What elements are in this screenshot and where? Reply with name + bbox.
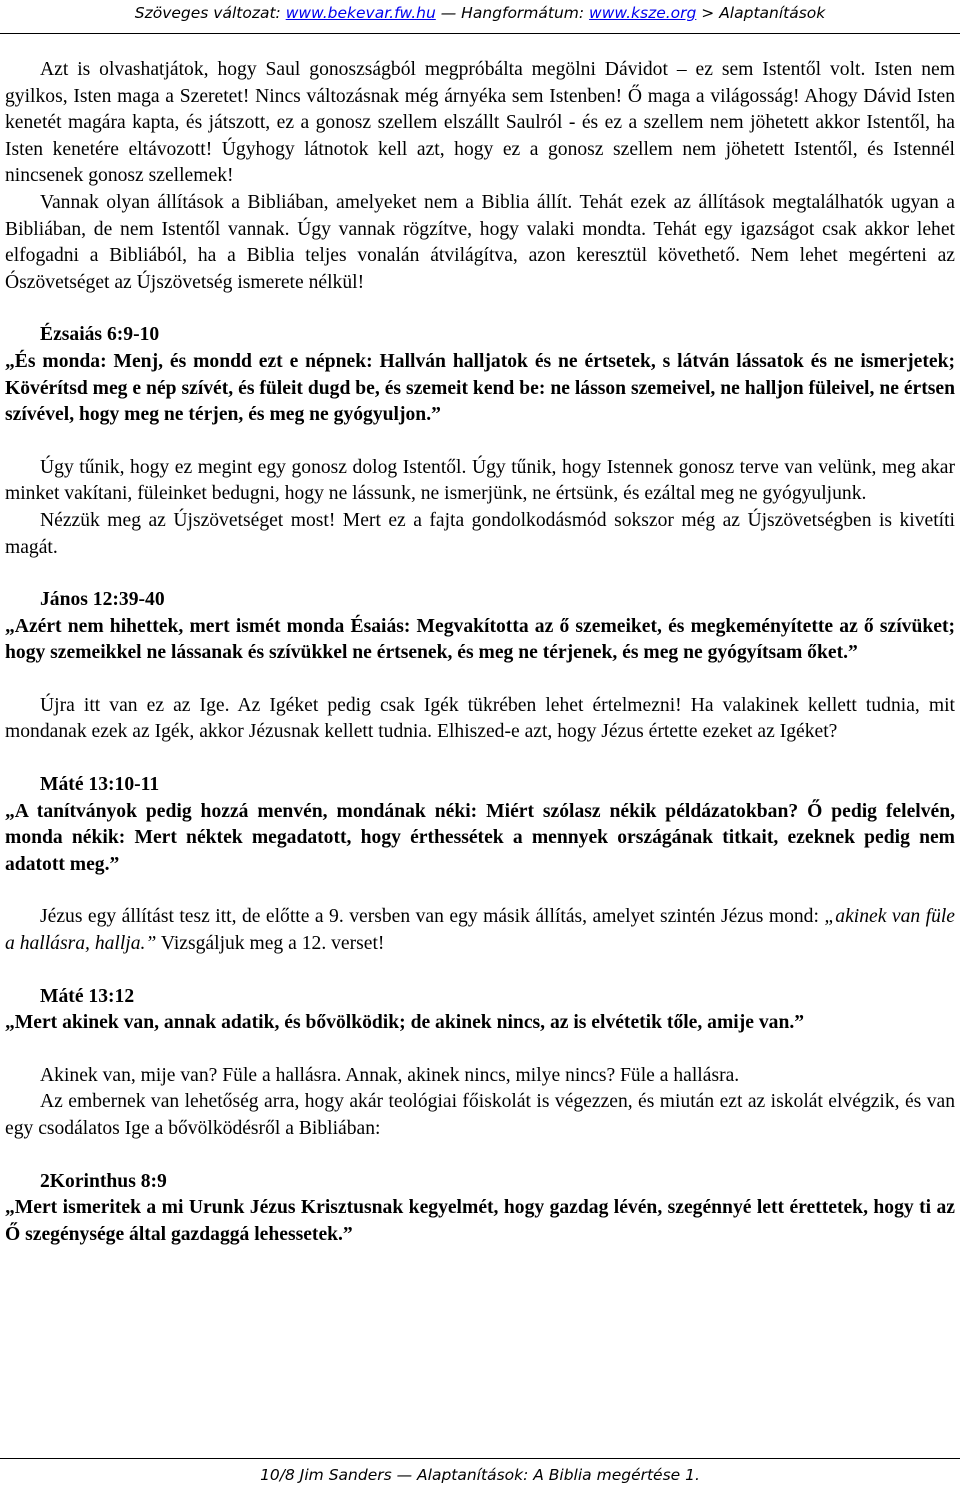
paragraph-theology: Az embernek van lehetőség arra, hogy akár teológiai főiskolát is végezzen, és miután ezt az iskolát elvégzik, és van egy csodálatos Ige a bővölködésről a Bibliában: xyxy=(5,1091,955,1139)
header-divider xyxy=(0,33,960,34)
paragraph-word-again: Újra itt van ez az Ige. Az Igéket pedig csak Igék tükrében lehet értelmezni! Ha valakinek kellett tudnia, mit mondanak ezek az Igék, akkor Jézusnak kellett tudnia. Elhiszed-e azt, hogy Jézus értette ezeket az Igéket? xyxy=(5,694,955,743)
header-prefix: Szöveges változat: xyxy=(134,4,286,22)
verse-heading-mate-12: Máté 13:12 xyxy=(40,985,135,1007)
verse-quote-korinthus: „Mert ismeritek a mi Urunk Jézus Krisztusnak kegyelmét, hogy gazdag lévén, szegénnyé lett érettetek, hogy ti az Ő szegénysége által gazdaggá lehessetek.” xyxy=(5,1197,955,1245)
verse-quote-janos: „Azért nem hihettek, mert ismét monda Ésaiás: Megvakította az ő szemeiket, és megkeményítette az ő szívüket; hogy szemeikkel ne lássanak és szívükkel ne értsenek, és meg ne térjenek, és meg ne gyógyítsam őket.” xyxy=(5,615,955,664)
footer-divider xyxy=(0,1458,960,1459)
verse-heading-ezsaias: Ézsaiás 6:9-10 xyxy=(40,324,160,346)
header-suffix: > Alaptanítások xyxy=(696,4,826,22)
page-header xyxy=(0,4,960,22)
paragraph-saul: Azt is olvashatjátok, hogy Saul gonoszságból megpróbálta megölni Dávidot – ez sem Istentől volt. Isten nem gyilkos, Isten maga a Szeretet! Nincs változásnak még árnyéka sem Istenben! Ő maga a világosság! Ahogy Dávid Isten kenetét magára kapta, és játszott, ez a gonosz szellem elszállt Saulról - és ez a szellem nem jöhetett akkor Istentől, ha Isten kenetére eltávozott! Úgyhogy látnotok kell azt, hogy ez a gonosz szellem nem jöhetett Istentől, és Istennél nincsenek gonosz szellemek! xyxy=(5,59,955,187)
bekevar-link[interactable]: www.bekevar.fw.hu xyxy=(285,4,436,22)
paragraph-jesus-statement xyxy=(5,904,955,957)
page-footer: 10/8 Jim Sanders — Alaptanítások: A Biblia megértése 1. xyxy=(260,1466,700,1484)
jesus-statement-italic: „akinek van füle a hallásra, hallja.” xyxy=(5,906,956,955)
paragraph-bible-statements: Vannak olyan állítások a Bibliában, amelyeket nem a Biblia állít. Tehát ezek az állítások megtalálhatók ugyan a Bibliában, de nem Istentől vannak. Úgy vannak rögzítve, hogy valaki mondta. Tehát egy igazságot csak akkor lehet elfogadni a Bibliából, ha a Biblia teljes vonalán átvilágítva, azon keresztül követhető. Nem lehet megérteni az Ószövetséget az Újszövetség ismerete nélkül! xyxy=(5,191,955,293)
paragraph-ear-hearing: Akinek van, mije van? Füle a hallásra. Annak, akinek nincs, milye nincs? Füle a hallásra. xyxy=(40,1064,740,1086)
verse-heading-janos: János 12:39-40 xyxy=(40,589,165,611)
jesus-statement-end: Vizsgáljuk meg a 12. verset! xyxy=(156,933,385,955)
ksze-link[interactable]: www.ksze.org xyxy=(589,4,697,22)
jesus-statement-text: Jézus egy állítást tesz itt, de előtte a 9. versben van egy másik állítás, amelyet szintén Jézus mond: xyxy=(40,906,825,928)
verse-heading-korinthus: 2Korinthus 8:9 xyxy=(40,1170,167,1192)
verse-quote-ezsaias: „És monda: Menj, és mondd ezt e népnek: Hallván halljatok és ne értsetek, s látván lássatok és ne ismerjetek; Kövérítsd meg e nép szívét, és füleit dugd be, és szemeit kend be: ne lásson szemeivel, ne halljon füleivel, ne értsen szívével, hogy meg ne térjen, és meg ne gyógyuljon.” xyxy=(5,350,955,426)
paragraph-new-testament: Nézzük meg az Újszövetséget most! Mert ez a fajta gondolkodásmód sokszor még az Újszövetségben is kivetíti magát. xyxy=(5,509,955,558)
verse-heading-mate-10-11: Máté 13:10-11 xyxy=(40,774,160,796)
header-middle: — Hangformátum: xyxy=(435,4,590,22)
document-body xyxy=(5,57,955,1248)
verse-quote-mate-10-11: „A tanítványok pedig hozzá menvén, mondának néki: Miért szólasz nékik példázatokban? Ő pedig felelvén, monda nékik: Mert néktek megadatott, hogy érthessétek a mennyek országának titkait, ezeknek pedig nem adatott meg.” xyxy=(5,800,955,875)
verse-quote-mate-12: „Mert akinek van, annak adatik, és bővölködik; de akinek nincs, az is elvétetik tőle, amije van.” xyxy=(5,1012,805,1034)
paragraph-evil-plan: Úgy tűnik, hogy ez megint egy gonosz dolog Istentől. Úgy tűnik, hogy Istennek gonosz terve van velünk, meg akar minket vakítani, füleinket bedugni, hogy ne lássunk, ne ismerjünk, ne értsünk, és ezáltal meg ne gyógyuljunk. xyxy=(5,456,955,505)
